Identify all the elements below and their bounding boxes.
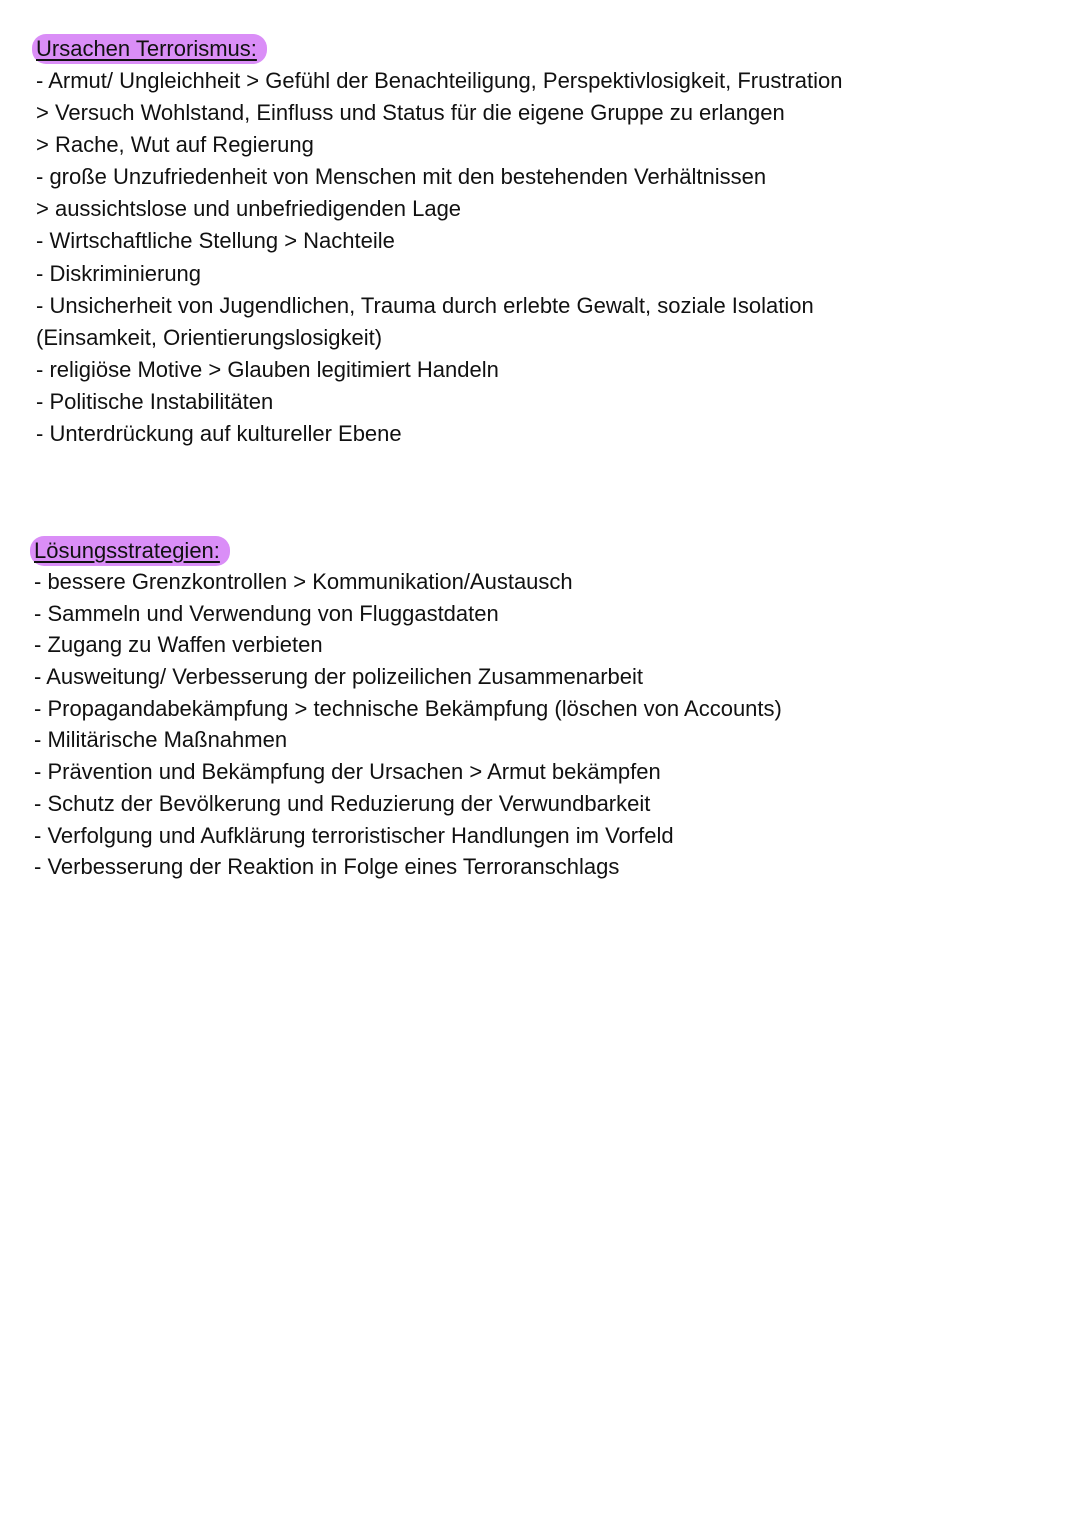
solutions-line: - Militärische Maßnahmen bbox=[34, 727, 288, 753]
causes-section bbox=[0, 33, 1080, 447]
causes-line: - religiöse Motive > Glauben legitimiert Handeln bbox=[36, 356, 499, 382]
causes-heading-wrap bbox=[0, 33, 1080, 63]
solutions-line: - Ausweitung/ Verbesserung der polizeilichen Zusammenarbeit bbox=[34, 664, 643, 690]
causes-line: - Wirtschaftliche Stellung > Nachteile bbox=[36, 228, 395, 254]
solutions-line: - Propagandabekämpfung > technische Bekämpfung (löschen von Accounts) bbox=[34, 695, 782, 721]
causes-line: > Rache, Wut auf Regierung bbox=[36, 132, 314, 158]
causes-list bbox=[36, 65, 842, 450]
solutions-line: - Zugang zu Waffen verbieten bbox=[34, 632, 323, 658]
solutions-section bbox=[0, 535, 1080, 880]
solutions-line: - Verfolgung und Aufklärung terroristischer Handlungen im Vorfeld bbox=[34, 822, 674, 848]
causes-line: - Diskriminierung bbox=[36, 260, 202, 286]
solutions-list bbox=[34, 566, 782, 883]
causes-line: - Unterdrückung auf kultureller Ebene bbox=[36, 421, 402, 447]
solutions-line: - Prävention und Bekämpfung der Ursachen > Armut bekämpfen bbox=[34, 759, 661, 785]
causes-line: - große Unzufriedenheit von Menschen mit den bestehenden Verhältnissen bbox=[36, 164, 767, 190]
solutions-line: - Sammeln und Verwendung von Fluggastdaten bbox=[34, 600, 499, 626]
solutions-heading: Lösungsstrategien: bbox=[30, 536, 230, 566]
causes-heading: Ursachen Terrorismus: bbox=[32, 34, 267, 64]
causes-line: - Armut/ Ungleichheit > Gefühl der Benachteiligung, Perspektivlosigkeit, Frustration bbox=[36, 68, 843, 93]
causes-line: (Einsamkeit, Orientierungslosigkeit) bbox=[36, 324, 383, 350]
solutions-line: - Verbesserung der Reaktion in Folge eines Terroranschlags bbox=[34, 854, 620, 880]
causes-line: - Politische Instabilitäten bbox=[36, 388, 274, 414]
solutions-line: - Schutz der Bevölkerung und Reduzierung der Verwundbarkeit bbox=[34, 790, 651, 816]
solutions-line: - bessere Grenzkontrollen > Kommunikation/Austausch bbox=[34, 569, 573, 594]
solutions-heading-wrap bbox=[0, 535, 1080, 565]
causes-line: > Versuch Wohlstand, Einfluss und Status für die eigene Gruppe zu erlangen bbox=[36, 100, 785, 126]
causes-line: > aussichtslose und unbefriedigenden Lage bbox=[36, 196, 462, 222]
causes-line: - Unsicherheit von Jugendlichen, Trauma durch erlebte Gewalt, soziale Isolation bbox=[36, 292, 814, 318]
